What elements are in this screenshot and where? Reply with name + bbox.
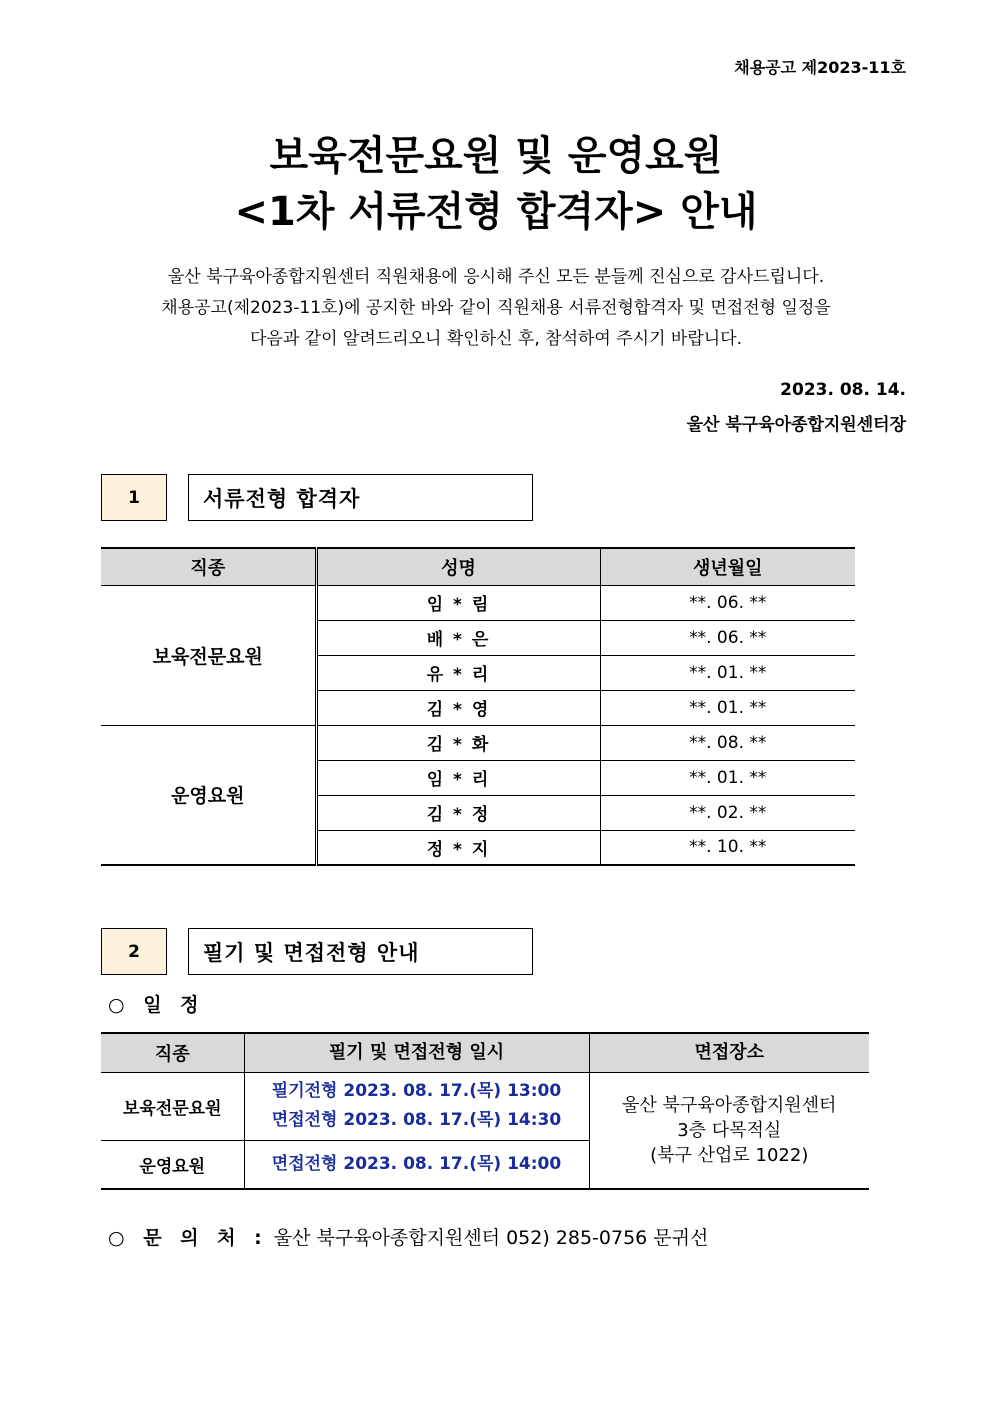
job-cell: 보육전문요원 bbox=[101, 585, 316, 725]
column-header: 필기 및 면접전형 일시 bbox=[244, 1033, 589, 1072]
passers-table bbox=[101, 547, 855, 866]
schedule-label: ○ 일 정 bbox=[108, 994, 205, 1016]
name-cell: 임 * 림 bbox=[316, 585, 600, 620]
notice-number: 채용공고 제2023-11호 bbox=[734, 58, 906, 77]
place-line: 울산 북구육아종합지원센터 bbox=[622, 1094, 837, 1116]
name-cell: 정 * 지 bbox=[316, 830, 600, 865]
contact-label: ○ 문 의 처 : bbox=[108, 1227, 268, 1249]
birth-cell: **. 10. ** bbox=[600, 830, 855, 865]
schedule-cell bbox=[244, 1072, 589, 1140]
schedule-time: 면접전형 2023. 08. 17.(목) 14:00 bbox=[271, 1153, 562, 1174]
schedule-time: 면접전형 2023. 08. 17.(목) 14:30 bbox=[271, 1110, 562, 1130]
place-line: (북구 산업로 1022) bbox=[650, 1144, 809, 1166]
place-line: 3층 다목적실 bbox=[677, 1119, 782, 1141]
column-header: 성명 bbox=[316, 548, 600, 585]
issuer: 울산 북구육아종합지원센터장 bbox=[686, 415, 906, 435]
name-cell: 임 * 리 bbox=[316, 760, 600, 795]
column-header: 면접장소 bbox=[589, 1033, 869, 1072]
job-cell: 운영요원 bbox=[101, 1140, 244, 1189]
name-cell: 배 * 은 bbox=[316, 620, 600, 655]
contact-info bbox=[108, 1223, 708, 1250]
name-cell: 유 * 리 bbox=[316, 655, 600, 690]
birth-cell: **. 06. ** bbox=[600, 620, 855, 655]
name-cell: 김 * 영 bbox=[316, 690, 600, 725]
intro-line: 울산 북구육아종합지원센터 직원채용에 응시해 주신 모든 분들께 진심으로 감사드립니다. bbox=[167, 267, 825, 287]
birth-cell: **. 01. ** bbox=[600, 655, 855, 690]
issue-date: 2023. 08. 14. bbox=[780, 380, 906, 400]
section-title: 서류전형 합격자 bbox=[188, 474, 533, 521]
schedule-cell bbox=[244, 1140, 589, 1189]
intro-line: 다음과 같이 알려드리오니 확인하신 후, 참석하여 주시기 바랍니다. bbox=[249, 329, 743, 349]
birth-cell: **. 08. ** bbox=[600, 725, 855, 760]
schedule-table bbox=[101, 1032, 869, 1190]
table-row bbox=[101, 1072, 869, 1140]
section-number: 2 bbox=[101, 928, 167, 975]
table-row bbox=[101, 585, 855, 620]
job-cell: 운영요원 bbox=[101, 725, 316, 865]
job-cell: 보육전문요원 bbox=[101, 1072, 244, 1140]
column-header: 직종 bbox=[101, 1033, 244, 1072]
birth-cell: **. 01. ** bbox=[600, 760, 855, 795]
name-cell: 김 * 화 bbox=[316, 725, 600, 760]
column-header: 직종 bbox=[101, 548, 316, 585]
birth-cell: **. 01. ** bbox=[600, 690, 855, 725]
name-cell: 김 * 정 bbox=[316, 795, 600, 830]
column-header: 생년월일 bbox=[600, 548, 855, 585]
section-title: 필기 및 면접전형 안내 bbox=[188, 928, 533, 975]
birth-cell: **. 06. ** bbox=[600, 585, 855, 620]
intro-paragraph bbox=[0, 262, 992, 355]
birth-cell: **. 02. ** bbox=[600, 795, 855, 830]
page-title: 보육전문요원 및 운영요원 bbox=[269, 133, 723, 179]
interview-place-cell bbox=[589, 1072, 869, 1189]
intro-line: 채용공고(제2023-11호)에 공지한 바와 같이 직원채용 서류전형합격자 및 면접전형 일정을 bbox=[161, 298, 831, 318]
schedule-time: 필기전형 2023. 08. 17.(목) 13:00 bbox=[271, 1081, 562, 1101]
contact-value: 울산 북구육아종합지원센터 052) 285-0756 문귀선 bbox=[273, 1227, 709, 1249]
table-row bbox=[101, 725, 855, 760]
page-subtitle: <1차 서류전형 합격자> 안내 bbox=[234, 189, 758, 235]
section-number: 1 bbox=[101, 474, 167, 521]
